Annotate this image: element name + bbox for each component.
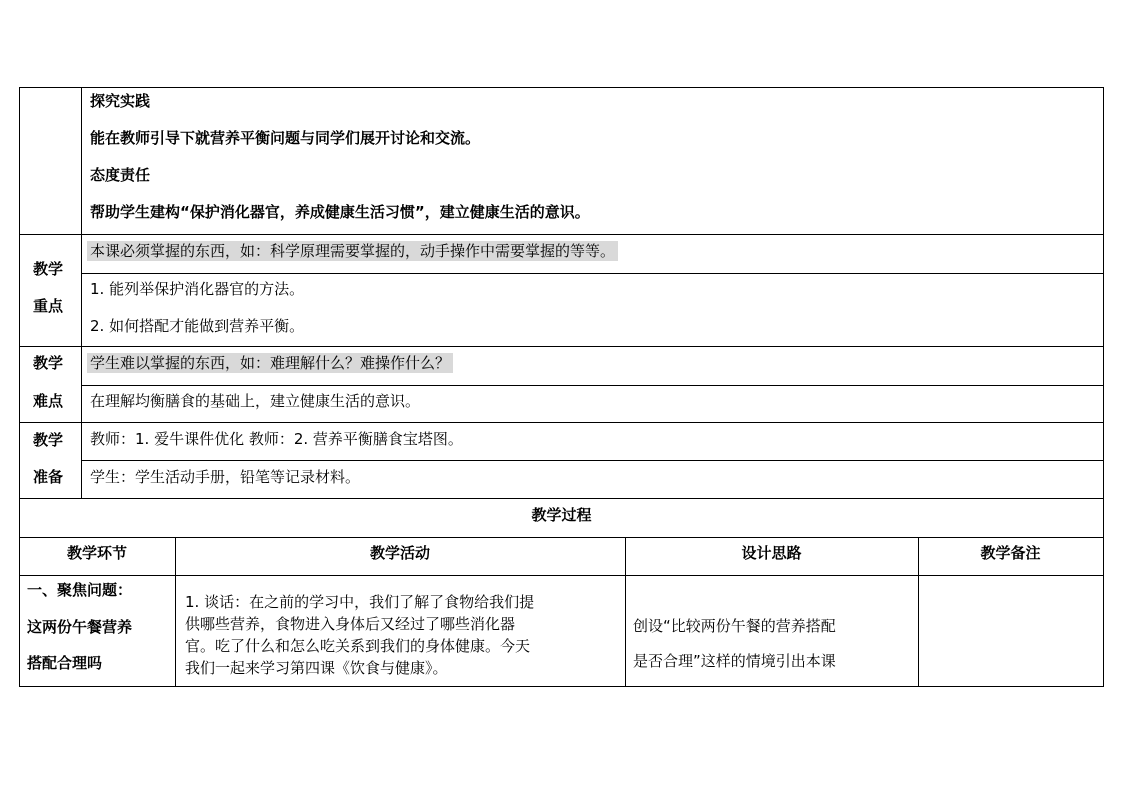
preparation-label-1: 教学 <box>33 431 64 449</box>
stage-line: 这两份午餐营养 <box>27 618 133 636</box>
inquiry-heading: 探究实践 <box>90 92 151 110</box>
key-points-label-2: 重点 <box>33 297 64 315</box>
activity-line: 官。吃了什么和怎么吃关系到我们的身体健康。今天 <box>185 637 531 655</box>
activity-line: 1. 谈话：在之前的学习中，我们了解了食物给我们提 <box>185 593 535 611</box>
header-design: 设计思路 <box>741 544 802 562</box>
design-line: 创设“比较两份午餐的营养搭配 <box>633 617 836 635</box>
difficulties-text: 在理解均衡膳食的基础上，建立健康生活的意识。 <box>90 392 421 410</box>
design-line: 是否合理”这样的情境引出本课 <box>633 652 836 670</box>
difficulties-hint: 学生难以掌握的东西，如：难理解什么？难操作什么？ <box>87 353 453 373</box>
difficulties-label-1: 教学 <box>33 354 64 372</box>
stage-line: 一、聚焦问题： <box>27 581 133 599</box>
difficulties-label-2: 难点 <box>33 392 64 410</box>
preparation-label-2: 准备 <box>33 468 64 486</box>
preparation-teacher: 教师：1. 爱牛课件优化 教师：2. 营养平衡膳食宝塔图。 <box>90 430 463 448</box>
attitude-text: 帮助学生建构“保护消化器官，养成健康生活习惯”，建立健康生活的意识。 <box>90 203 590 221</box>
process-title: 教学过程 <box>531 506 592 524</box>
key-points-hint: 本课必须掌握的东西，如：科学原理需要掌握的，动手操作中需要掌握的等等。 <box>87 241 618 261</box>
stage-line: 搭配合理吗 <box>27 654 103 672</box>
key-points-label-1: 教学 <box>33 260 64 278</box>
key-point-item: 1. 能列举保护消化器官的方法。 <box>90 280 305 298</box>
header-notes: 教学备注 <box>980 544 1041 562</box>
activity-line: 供哪些营养，食物进入身体后又经过了哪些消化器 <box>185 615 516 633</box>
header-stage: 教学环节 <box>66 544 127 562</box>
key-point-item: 2. 如何搭配才能做到营养平衡。 <box>90 317 305 335</box>
preparation-student: 学生：学生活动手册，铅笔等记录材料。 <box>90 468 361 486</box>
inquiry-text: 能在教师引导下就营养平衡问题与同学们展开讨论和交流。 <box>90 129 481 147</box>
header-activity: 教学活动 <box>369 544 430 562</box>
activity-line: 我们一起来学习第四课《饮食与健康》。 <box>185 659 448 677</box>
attitude-heading: 态度责任 <box>90 166 151 184</box>
